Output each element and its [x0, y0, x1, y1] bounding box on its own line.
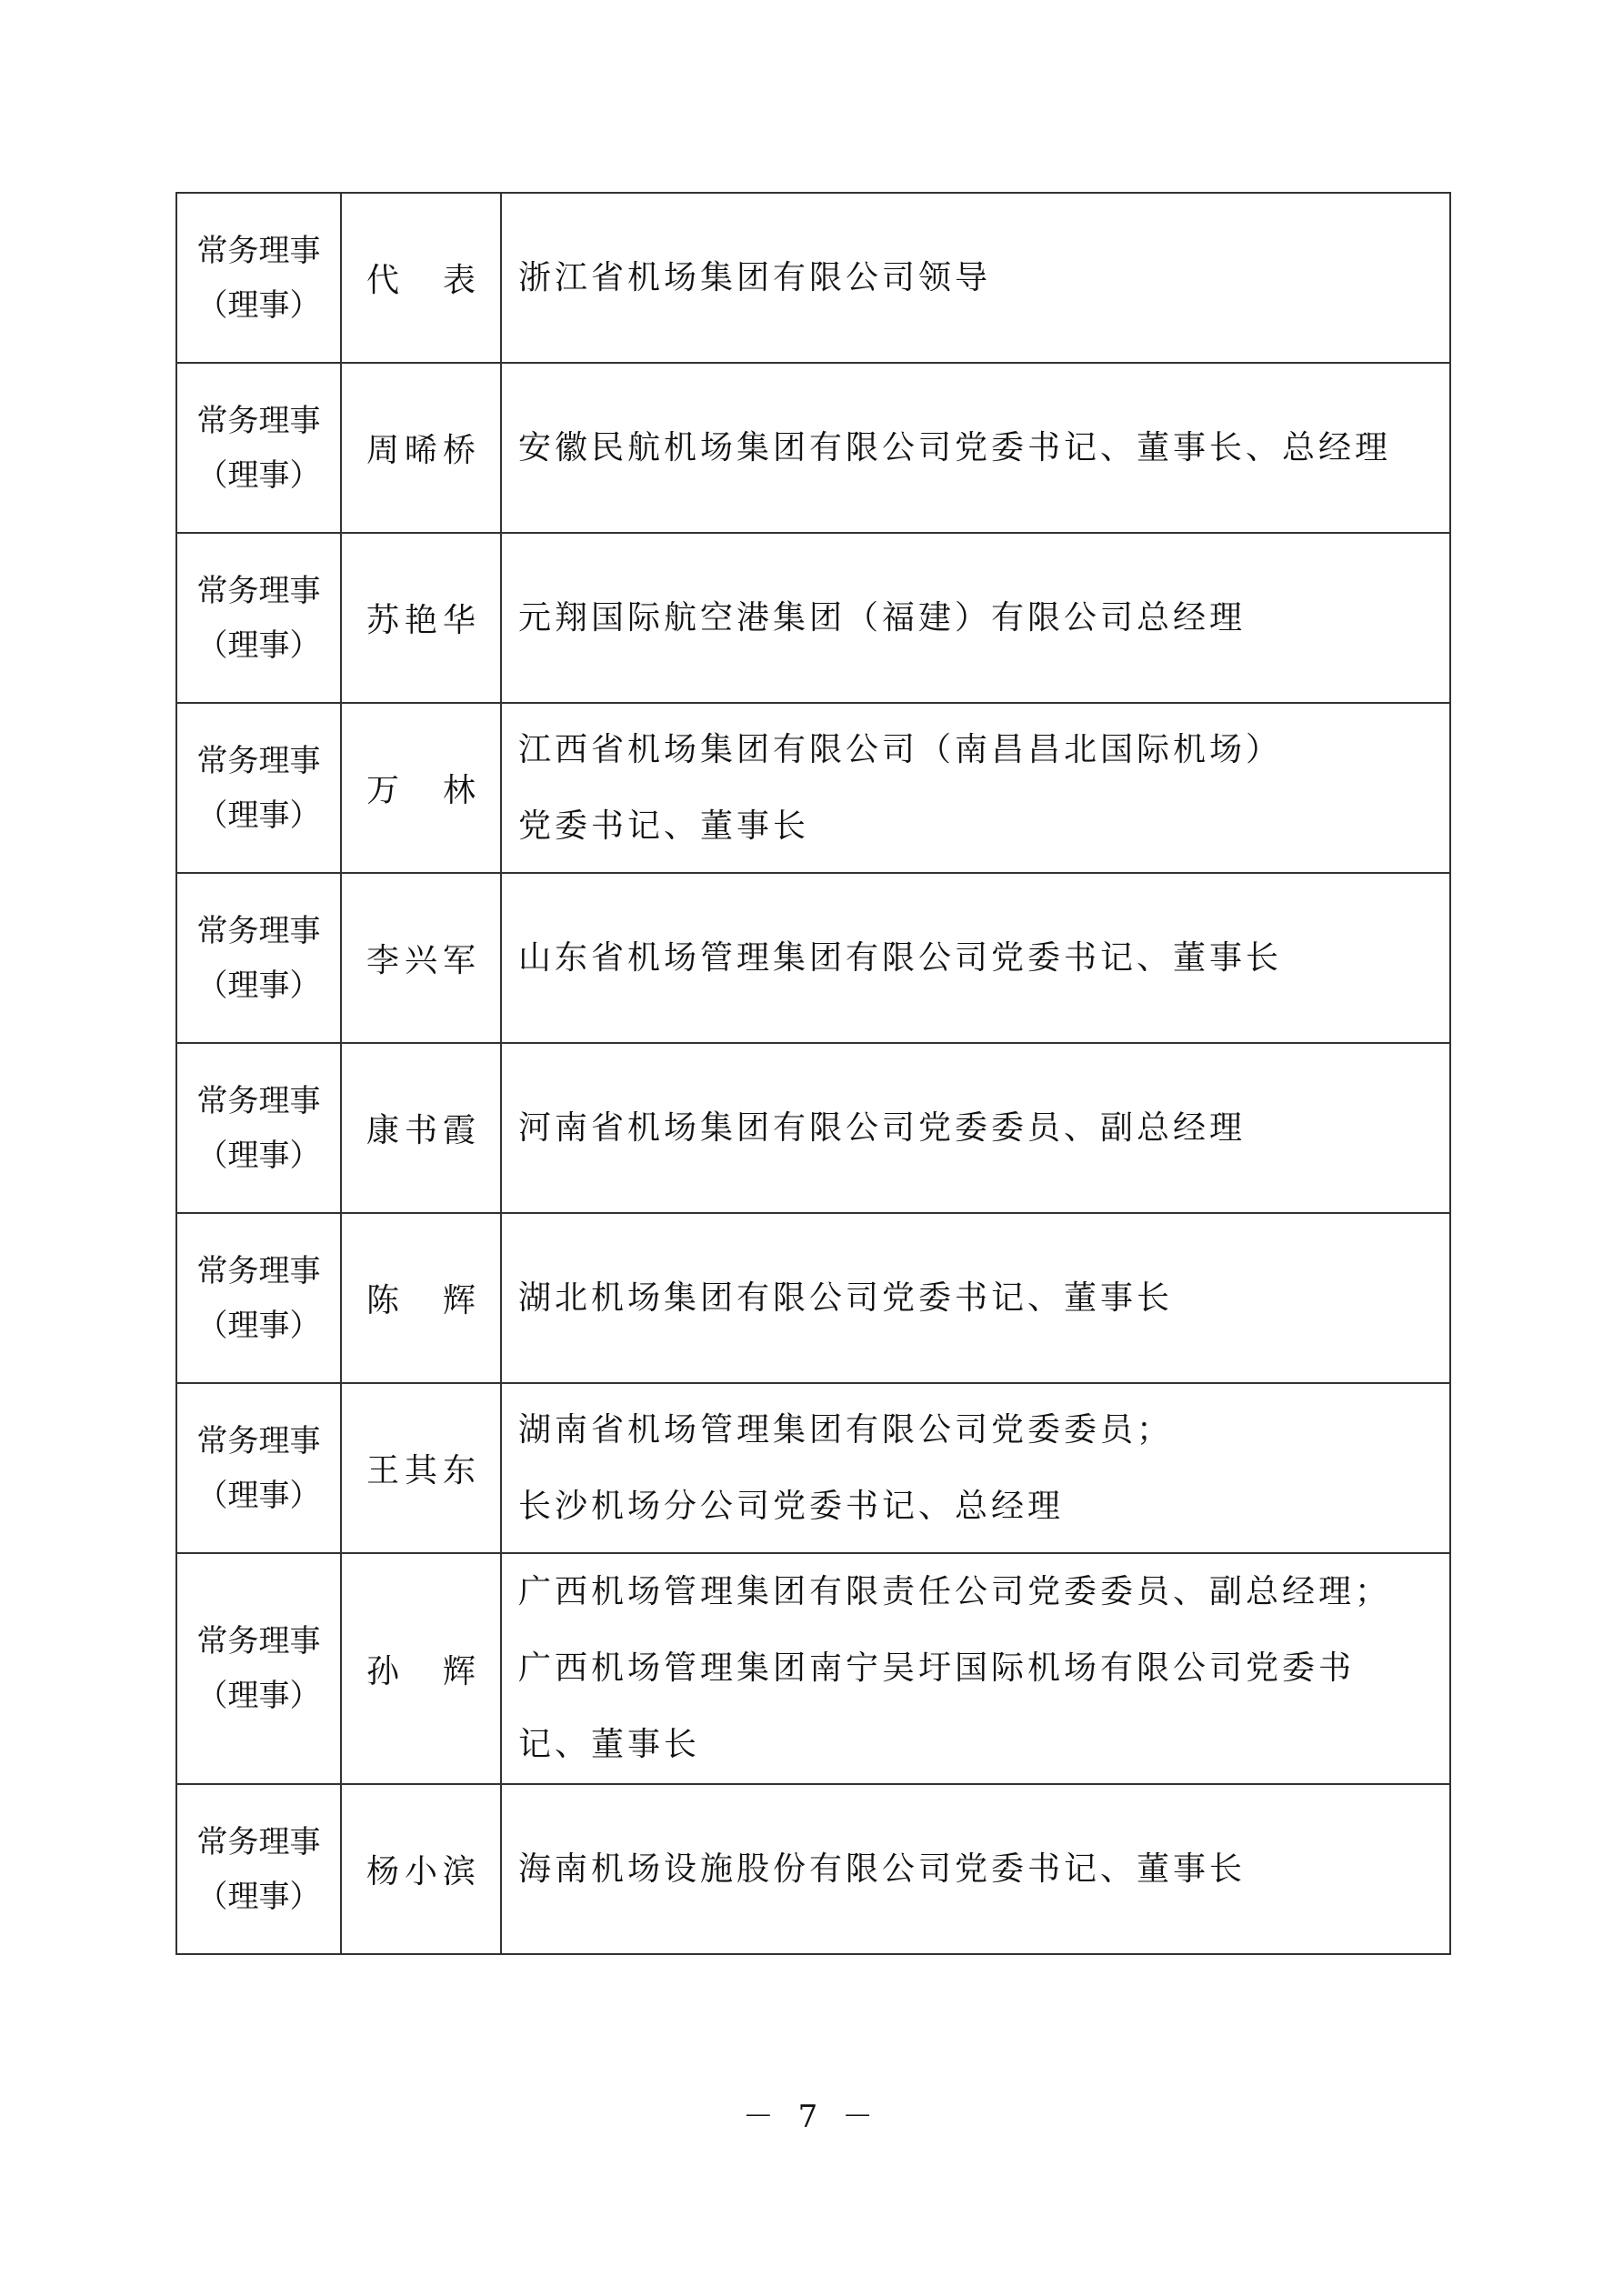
- table-row: [176, 703, 1450, 873]
- name-cell: [341, 363, 501, 533]
- council-member-table: [175, 192, 1451, 1955]
- role-text: 常务理事: [196, 402, 321, 439]
- position-cell: [501, 363, 1450, 533]
- position-text: 湖南省机场管理集团有限公司党委委员；: [518, 1410, 1174, 1449]
- name-cell: [341, 1383, 501, 1553]
- position-cell: [501, 1043, 1450, 1213]
- member-name: 苏艳华: [366, 602, 476, 639]
- role-cell: [176, 873, 341, 1043]
- role-cell: [176, 1213, 341, 1383]
- table-body: [176, 193, 1450, 1954]
- role-cell: [176, 703, 341, 873]
- member-name: 杨小滨: [366, 1853, 476, 1890]
- role-text: （理事）: [196, 1678, 321, 1714]
- member-name: 代表: [366, 262, 476, 299]
- position-text: 河南省机场集团有限公司党委委员、副总经理: [518, 1108, 1247, 1147]
- position-text: 党委书记、董事长: [518, 807, 810, 845]
- role-text: （理事）: [196, 797, 321, 834]
- position-text: 湖北机场集团有限公司党委书记、董事长: [518, 1278, 1174, 1317]
- member-name: 孙辉: [366, 1652, 476, 1690]
- name-cell: [341, 1553, 501, 1784]
- role-text: （理事）: [196, 627, 321, 664]
- position-text: 长沙机场分公司党委书记、总经理: [518, 1487, 1065, 1525]
- member-name: 康书霞: [366, 1112, 476, 1149]
- position-cell: [501, 873, 1450, 1043]
- position-text: 山东省机场管理集团有限公司党委书记、董事长: [518, 938, 1283, 977]
- role-cell: [176, 363, 341, 533]
- position-text: 安徽民航机场集团有限公司党委书记、董事长、总经理: [518, 428, 1392, 466]
- table-row: [176, 363, 1450, 533]
- position-text: 广西机场管理集团南宁吴圩国际机场有限公司党委书: [518, 1649, 1356, 1687]
- role-text: （理事）: [196, 1307, 321, 1344]
- role-text: （理事）: [196, 286, 321, 324]
- position-cell: [501, 1383, 1450, 1553]
- role-text: 常务理事: [196, 572, 321, 609]
- position-cell: [501, 193, 1450, 363]
- name-cell: [341, 1784, 501, 1954]
- position-text: 广西机场管理集团有限责任公司党委委员、副总经理；: [518, 1573, 1392, 1610]
- table-row: [176, 1213, 1450, 1383]
- role-text: 常务理事: [196, 1623, 321, 1659]
- role-text: （理事）: [196, 967, 321, 1004]
- name-cell: [341, 703, 501, 873]
- position-cell: [501, 1784, 1450, 1954]
- position-cell: [501, 703, 1450, 873]
- member-name: 万林: [366, 772, 476, 809]
- table-row: [176, 193, 1450, 363]
- name-cell: [341, 1043, 501, 1213]
- role-cell: [176, 533, 341, 703]
- role-text: 常务理事: [196, 1082, 321, 1119]
- name-cell: [341, 1213, 501, 1383]
- position-text: 浙江省机场集团有限公司领导: [518, 258, 992, 296]
- table-row: [176, 1043, 1450, 1213]
- position-text: 元翔国际航空港集团（福建）有限公司总经理: [518, 598, 1247, 637]
- member-name: 陈辉: [366, 1282, 476, 1319]
- position-cell: [501, 533, 1450, 703]
- role-text: （理事）: [196, 1477, 321, 1514]
- role-cell: [176, 1553, 341, 1784]
- role-text: （理事）: [196, 1137, 321, 1174]
- table-row: [176, 873, 1450, 1043]
- name-cell: [341, 533, 501, 703]
- position-text: 海南机场设施股份有限公司党委书记、董事长: [518, 1850, 1247, 1888]
- role-cell: [176, 193, 341, 363]
- position-cell: [501, 1553, 1450, 1784]
- role-text: （理事）: [196, 456, 321, 494]
- role-text: 常务理事: [196, 232, 321, 269]
- position-text: 江西省机场集团有限公司（南昌昌北国际机场）: [518, 730, 1283, 768]
- member-name: 周晞桥: [366, 432, 476, 469]
- role-cell: [176, 1043, 341, 1213]
- table-row: [176, 1553, 1450, 1784]
- member-name: 王其东: [366, 1452, 476, 1489]
- role-text: 常务理事: [196, 1823, 321, 1860]
- table-row: [176, 533, 1450, 703]
- name-cell: [341, 193, 501, 363]
- role-cell: [176, 1784, 341, 1954]
- role-text: 常务理事: [196, 912, 321, 949]
- table-row: [176, 1383, 1450, 1553]
- page-number: － 7 －: [742, 2099, 881, 2135]
- role-text: 常务理事: [196, 1252, 321, 1289]
- name-cell: [341, 873, 501, 1043]
- table-row: [176, 1784, 1450, 1954]
- role-text: 常务理事: [196, 742, 321, 779]
- position-cell: [501, 1213, 1450, 1383]
- member-name: 李兴军: [366, 942, 476, 979]
- position-text: 记、董事长: [518, 1726, 701, 1763]
- role-text: （理事）: [196, 1878, 321, 1915]
- role-text: 常务理事: [196, 1422, 321, 1459]
- role-cell: [176, 1383, 341, 1553]
